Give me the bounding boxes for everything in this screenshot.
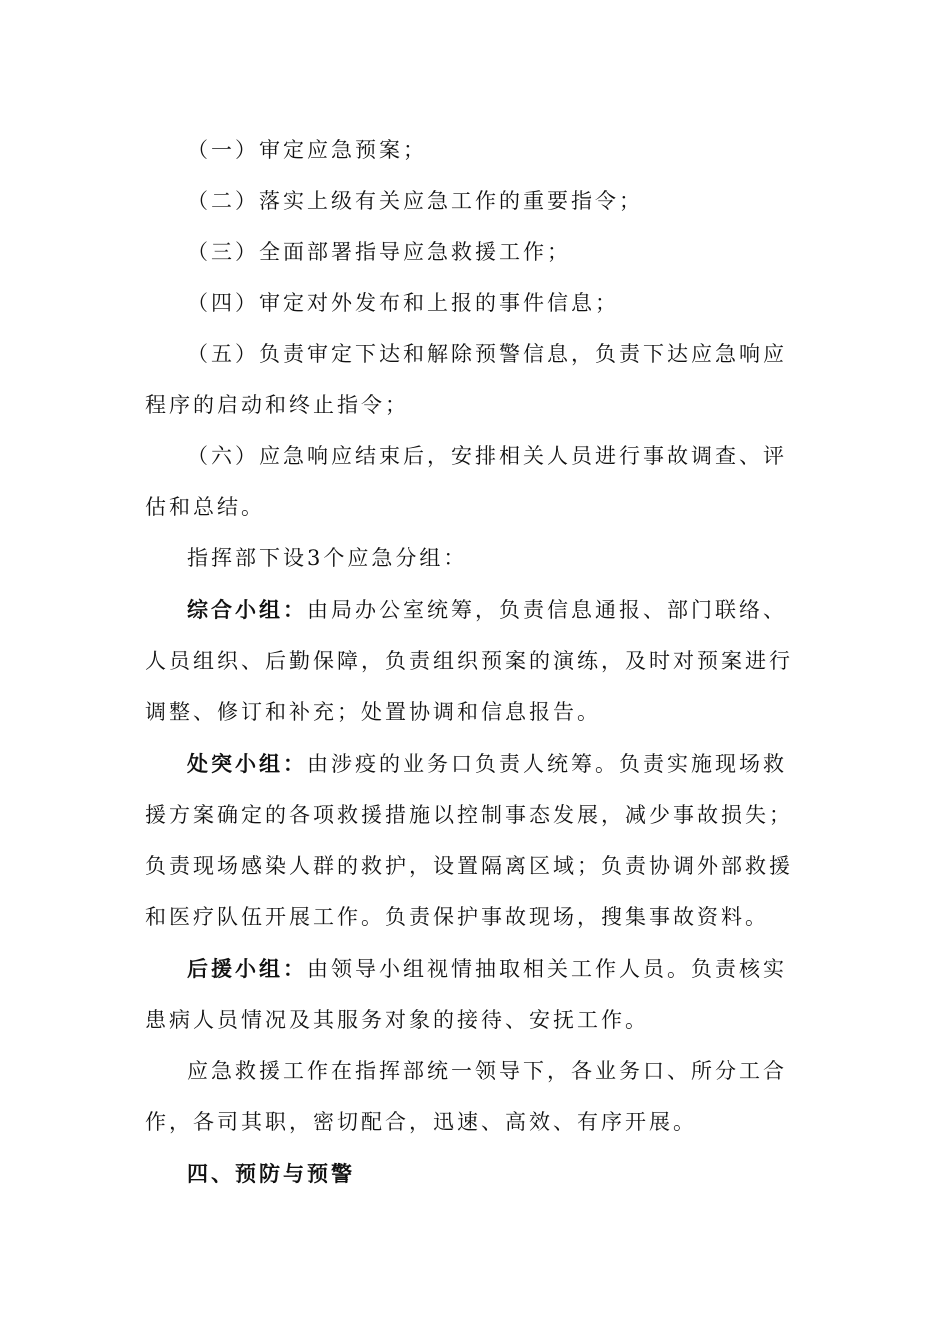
list-item: （四）审定对外发布和上报的事件信息； — [187, 291, 619, 315]
group-name: 综合小组： — [187, 597, 307, 622]
group-paragraph-general — [145, 584, 795, 738]
closing-paragraph: 应急救援工作在指挥部统一领导下，各业务口、所分工合作，各司其职，密切配合，迅速、高效、有序开展。 — [145, 1059, 787, 1134]
section-heading: 四、预防与预警 — [187, 1161, 355, 1186]
group-name: 后援小组： — [187, 956, 307, 981]
groups-intro: 指挥部下设3个应急分组： — [187, 546, 468, 570]
list-item: （五）负责审定下达和解除预警信息，负责下达应急响应程序的启动和终止指令； — [145, 342, 787, 417]
list-item: （二）落实上级有关应急工作的重要指令； — [187, 189, 643, 213]
list-item: （六）应急响应结束后，安排相关人员进行事故调查、评估和总结。 — [145, 444, 787, 519]
list-item: （一）审定应急预案； — [187, 138, 427, 162]
group-name: 处突小组： — [187, 751, 307, 776]
document-body — [145, 125, 795, 1199]
group-text: 由局办公室统筹，负责信息通报、部门联络、人员组织、后勤保障，负责组织预案的演练，及时对预案进行调整、修订和补充；处置协调和信息报告。 — [145, 598, 793, 724]
group-paragraph-emergency — [145, 738, 795, 943]
group-text: 由领导小组视情抽取相关工作人员。负责核实患病人员情况及其服务对象的接待、安抚工作。 — [145, 957, 787, 1032]
group-paragraph-support — [145, 943, 795, 1046]
list-item: （三）全面部署指导应急救援工作； — [187, 240, 571, 264]
group-text: 由涉疫的业务口负责人统筹。负责实施现场救援方案确定的各项救援措施以控制事态发展，减少事故损失；负责现场感染人群的救护，设置隔离区域；负责协调外部救援和医疗队伍开展工作。负责保护事故现场，搜集事故资料。 — [145, 752, 793, 929]
